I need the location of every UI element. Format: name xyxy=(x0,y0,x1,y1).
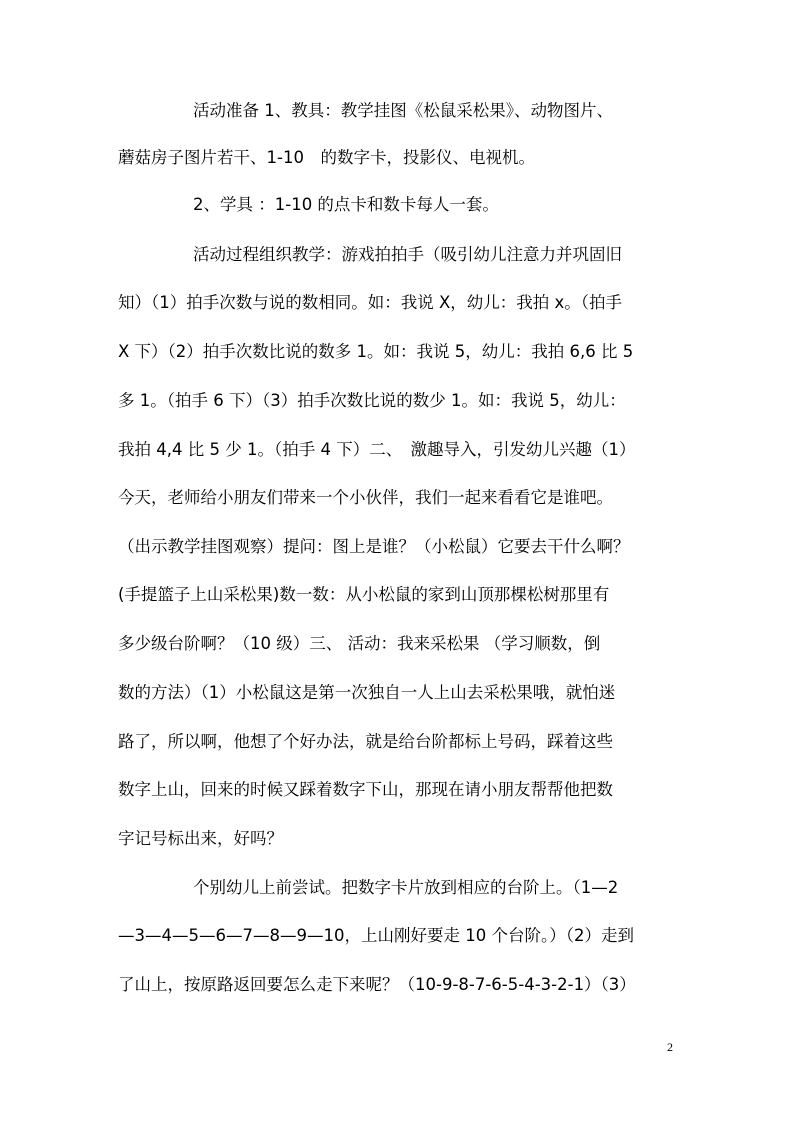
text-line: 数的方法）（1）小松鼠这是第一次独自一人上山去采松果哦，就怕迷 xyxy=(118,683,616,702)
text-line: 数字上山，回来的时候又踩着数字下山，那现在请小朋友帮帮他把数 xyxy=(118,780,613,799)
text-line: 今天，老师给小朋友们带来一个小伙伴，我们一起来看看它是谁吧。 xyxy=(118,488,613,507)
text-line: 字记号标出来，好吗？ xyxy=(118,829,283,848)
text-line: （出示教学挂图观察）提问：图上是谁？（小松鼠）它要去干什么啊？ xyxy=(118,537,630,556)
text-line: 多少级台阶啊？（10 级）三、 活动：我来采松果 （学习顺数，倒 xyxy=(118,634,601,653)
text-line: 活动过程组织教学：游戏拍拍手（吸引幼儿注意力并巩固旧 xyxy=(193,245,622,264)
text-line: 多 1。（拍手 6 下）（3）拍手次数比说的数少 1。如：我说 5，幼儿： xyxy=(118,391,626,410)
text-line: X 下）（2）拍手次数比说的数多 1。如：我说 5，幼儿：我拍 6,6 比 5 xyxy=(118,342,634,361)
text-line: —3—4—5—6—7—8—9—10，上山刚好要走 10 个台阶。）（2）走到 xyxy=(118,926,634,945)
page-number: 2 xyxy=(667,1040,673,1054)
text-line: 个别幼儿上前尝试。把数字卡片放到相应的台阶上。（1—2 xyxy=(193,878,619,897)
text-line: 蘑菇房子图片若干、1-10 的数字卡，投影仪、电视机。 xyxy=(118,148,535,167)
text-line: (手提篮子上山采松果)数一数：从小松鼠的家到山顶那棵松树那里有 xyxy=(118,585,610,604)
text-line: 了山上，按原路返回要怎么走下来呢？（10-9-8-7-6-5-4-3-2-1）（3） xyxy=(118,975,636,994)
text-line: 我拍 4,4 比 5 少 1。（拍手 4 下）二、 激趣导入，引发幼儿兴趣（1） xyxy=(118,440,636,459)
text-line: 活动准备 1、教具：教学挂图《松鼠采松果》、动物图片、 xyxy=(193,101,613,120)
text-line: 2、学具 ：1-10 的点卡和数卡每人一套。 xyxy=(193,195,499,214)
text-line: 知）（1）拍手次数与说的数相同。如：我说 X，幼儿：我拍 x。（拍手 xyxy=(118,293,623,312)
text-line: 路了，所以啊，他想了个好办法，就是给台阶都标上号码，踩着这些 xyxy=(118,732,613,751)
